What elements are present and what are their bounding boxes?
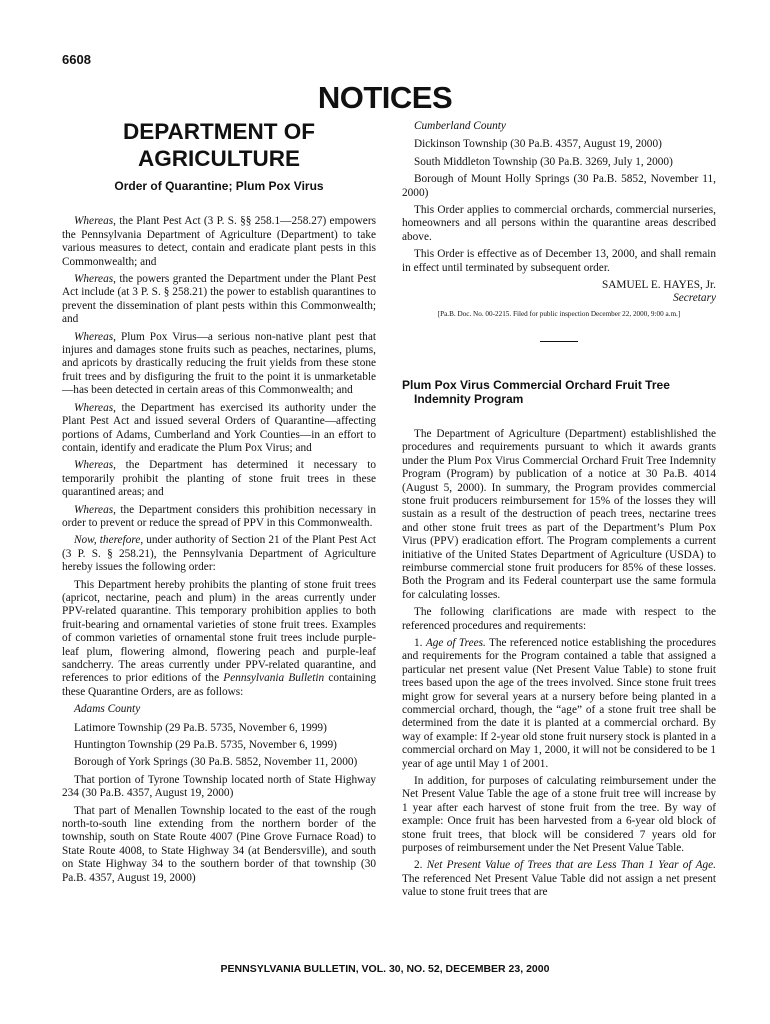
right-column [402,120,716,904]
area-item: Borough of Mount Holly Springs (30 Pa.B. 5852, November 11, 2000) [402,173,716,199]
indemnity-paragraph: 2. Net Present Value of Trees that are Less Than 1 Year of Age. The referenced Net Present Value Table did not assign a net present value to stone fruit trees that are [402,859,716,899]
whereas-paragraph: Whereas, the Department has determined it necessary to temporarily prohibit the planting of stone fruit trees in these quarantined areas; and [62,459,376,499]
department-heading: DEPARTMENT OF AGRICULTURE [122,119,316,171]
indemnity-paragraph: The following clarifications are made with respect to the referenced procedures and requirements: [402,606,716,632]
adams-county-label: Adams County [74,703,141,716]
area-item: Huntington Township (29 Pa.B. 5735, November 6, 1999) [74,739,337,752]
applies-paragraph: This Order applies to commercial orchards, commercial nurseries, homeowners and all persons within the quarantine areas described above. [402,204,716,243]
indemnity-title: Plum Pox Virus Commercial Orchard Fruit Tree Indemnity Program [402,377,670,406]
now-therefore-paragraph: Now, therefore, under authority of Section 21 of the Plant Pest Act (3 P. S. § 258.21), the Pennsylvania Department of Agriculture hereby issues the following order: [62,534,376,574]
signer-name: SAMUEL E. HAYES, Jr. [601,279,716,292]
indemnity-paragraph: 1. Age of Trees. The referenced notice establishing the procedures and requirements for the Program contained a table that assigned a particular net present value (Net Present Value Table) to stone fruit trees based upon the age of the trees involved. Since stone fruit trees might grow for several years at a nursery before being planted in a commercial orchard, though, the “age” of a stone fruit tree shall be determined from the date it is planted at a commercial orchard. By way of example: If 2-year old stone fruit nursery stock is planted in a commercial orchard on May 1, 2000, it will not be considered to be 1 year of age until May 1 of 2001. [402,636,716,770]
quarantine-title: Order of Quarantine; Plum Pox Virus [114,179,324,193]
area-item: South Middleton Township (30 Pa.B. 3269, July 1, 2000) [414,155,673,168]
cumberland-county-label: Cumberland County [414,120,506,132]
whereas-paragraph: Whereas, the Plant Pest Act (3 P. S. §§ 258.1—258.27) empowers the Pennsylvania Department of Agriculture (Department) to take various measures to detect, contain and eradicate plant pests in this Commonwealth; and [62,215,376,268]
whereas-paragraph: Whereas, the Department considers this prohibition necessary in order to prevent or reduce the spread of PPV in this Commonwealth. [62,503,376,529]
indemnity-paragraph: In addition, for purposes of calculating reimbursement under the Net Present Value Table the age of a stone fruit tree will increase by 1 year after each harvest of stone fruit from the tree. By way of example: Once fruit has been harvested from a 6-year old block of stone fruit trees, that block will be considered 7 years old for purposes of reimbursement under the Net Present Value Table. [402,775,716,855]
area-item: Latimore Township (29 Pa.B. 5735, November 6, 1999) [74,721,327,734]
bulletin-footer: PENNSYLVANIA BULLETIN, VOL. 30, NO. 52, DECEMBER 23, 2000 [220,963,550,975]
effective-paragraph: This Order is effective as of December 13, 2000, and shall remain in effect until terminated by subsequent order. [402,248,716,274]
doc-filing-line: [Pa.B. Doc. No. 00-2215. Filed for public inspection December 22, 2000, 9:00 a.m.] [437,309,681,318]
whereas-paragraph: Whereas, the powers granted the Department under the Plant Pest Act include (at 3 P. S. § 258.21) the power to establish quarantines to prevent the dissemination of plant pests within this Commonwealth; and [62,273,376,326]
signer-title: Secretary [673,292,716,305]
whereas-paragraph: Whereas, the Department has exercised its authority under the Plant Pest Act and issued several Orders of Quarantine—affecting portions of Adams, Cumberland and York Counties—in an effort to contain, identify and eradicate the Plum Pox Virus; and [62,401,376,454]
area-item: That portion of Tyrone Township located north of State Highway 234 (30 Pa.B. 4357, August 19, 2000) [62,773,376,800]
whereas-paragraph: Whereas, Plum Pox Virus—a serious non-native plant pest that injures and damages stone fruits such as peaches, nectarines, plums, and apricots by drastically reducing the fruit yields from these stone fruit trees and by disfiguring the fruit to the point it is unmarketable—has been detected in certain areas of this Commonwealth; and [62,330,376,397]
area-item: That part of Menallen Township located to the east of the rough north-to-south line extending from the northern border of the township, south on State Route 4007 (Pine Grove Furnace Road) to State Route 4008, to State Highway 34 (at Bendersville), and south on State Highway 34 to the southern border of that township (30 Pa.B. 4357, August 19, 2000) [62,804,376,884]
section-masthead: NOTICES [317,80,453,115]
area-item: Borough of York Springs (30 Pa.B. 5852, November 11, 2000) [74,756,358,769]
left-column [62,118,376,889]
indemnity-paragraph: The Department of Agriculture (Department) establishlished the procedures and requirements pursuant to which it awards grants under the Plum Pox Virus Commercial Orchard Fruit Tree Indemnity Program (Program) by publication of a notice at 30 Pa.B. 4014 (August 5, 2000). In summary, the Program provides commercial stone fruit producers reimbursement for 15% of the losses they will sustain as a result of the destruction of peach trees, nectarine trees and other stone fruit trees as part of the Department’s Plum Pox Virus (PPV) eradication effort. The Program complements a current initiative of the United States Department of Agriculture (USDA) to reimburse commercial stone fruit producers for 85% of these losses. Both the Program and its Federal counterpart use the same formula for calculating losses. [402,427,716,601]
page-number: 6608 [62,52,91,67]
order-paragraph: This Department hereby prohibits the planting of stone fruit trees (apricot, nectarine, peach and plum) in the areas currently under PPV-related quarantine. This temporary prohibition applies to both fruit-bearing and ornamental varieties of stone fruit trees. Examples of common varieties of ornamental stone fruit trees include purple-leaf plum, flowering almond, flowering peach and purple-leaf sandcherry. The areas currently under PPV-related quarantine, and references to prior editions of the Pennsylvania Bulletin containing these Quarantine Orders, are as follows: [62,578,377,698]
area-item: Dickinson Township (30 Pa.B. 4357, August 19, 2000) [414,138,662,151]
